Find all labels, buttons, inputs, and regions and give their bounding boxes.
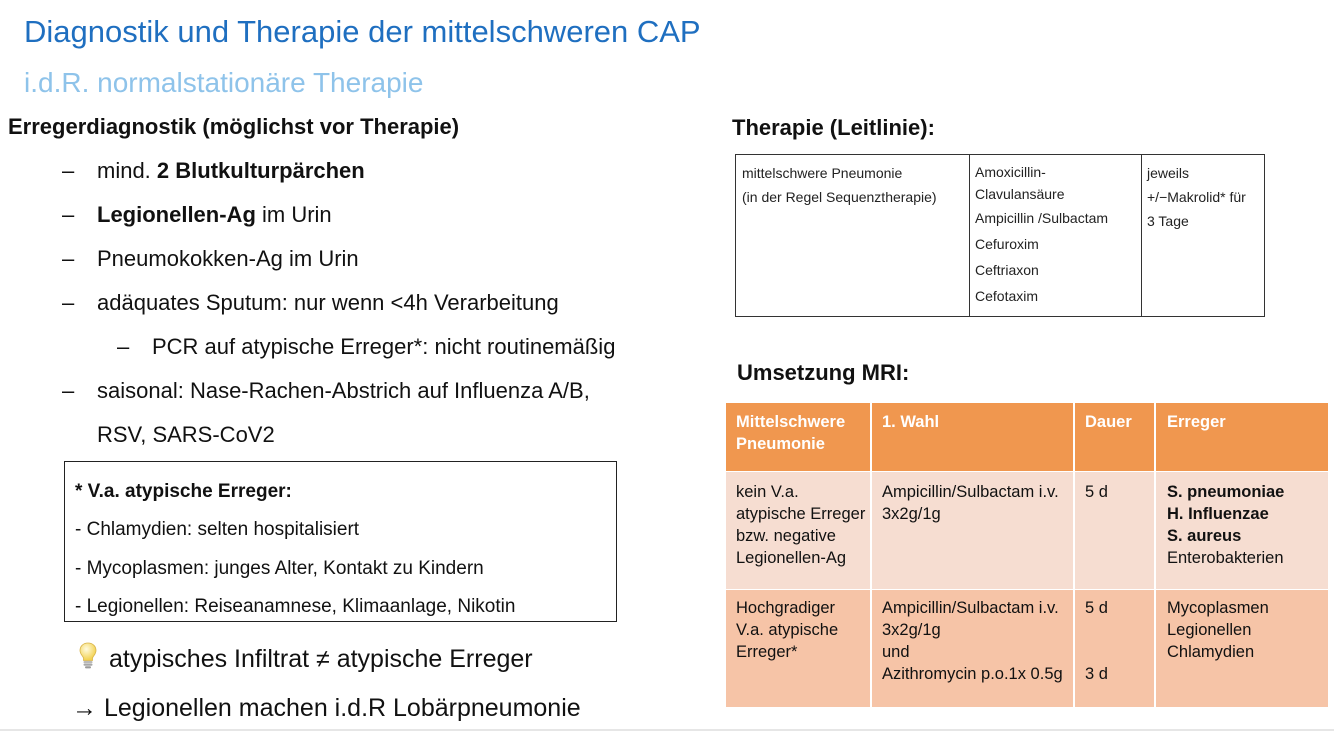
slide-subtitle: i.d.R. normalstationäre Therapie bbox=[24, 67, 424, 98]
column-header: Mittelschwere Pneumonie bbox=[736, 413, 846, 453]
dash-marker: – bbox=[62, 158, 75, 183]
guideline-table bbox=[735, 154, 1265, 317]
slide-title: Diagnostik und Therapie der mittelschweren CAP bbox=[24, 14, 701, 49]
legionella-lobar-note: → Legionellen machen i.d.R Lobärpneumonie bbox=[72, 694, 581, 722]
dash-marker: – bbox=[62, 290, 75, 315]
table-cell: S. pneumoniae H. Influenzae S. aureus Enterobakterien bbox=[1167, 483, 1285, 567]
note-box-title: * V.a. atypische Erreger: bbox=[75, 481, 292, 502]
table-divider bbox=[1141, 155, 1142, 316]
pathogen-diagnostics-heading: Erregerdiagnostik (möglichst vor Therapie) bbox=[8, 114, 460, 139]
table-cell: Mycoplasmen Legionellen Chlamydien bbox=[1167, 599, 1269, 661]
table-divider bbox=[969, 155, 970, 316]
tip-text: atypisches Infiltrat ≠ atypische Erreger bbox=[109, 645, 533, 673]
table-cell: kein V.a. atypische Erreger bzw. negative Legionellen-Ag bbox=[736, 483, 866, 567]
dash-marker: – bbox=[62, 246, 75, 271]
lightbulb-icon bbox=[78, 641, 98, 671]
dash-marker: – bbox=[62, 378, 75, 403]
mri-table bbox=[726, 403, 1328, 707]
note-line: - Chlamydien: selten hospitalisiert bbox=[75, 519, 360, 540]
column-header: Dauer bbox=[1085, 413, 1132, 431]
list-item-sub: – PCR auf atypische Erreger*: nicht routinemäßig bbox=[117, 334, 616, 359]
table-cell: mittelschwere Pneumonie (in der Regel Sequenztherapie) bbox=[742, 165, 937, 205]
table-cell: 5 d bbox=[1085, 599, 1108, 617]
list-item-continuation: RSV, SARS-CoV2 bbox=[97, 422, 275, 447]
mri-heading: Umsetzung MRI: bbox=[737, 360, 910, 385]
list-item: – saisonal: Nase-Rachen-Abstrich auf Influenza A/B, bbox=[62, 378, 590, 403]
guideline-heading: Therapie (Leitlinie): bbox=[732, 115, 935, 140]
list-item: – adäquates Sputum: nur wenn <4h Verarbeitung bbox=[62, 290, 559, 315]
table-cell: 5 d bbox=[1085, 483, 1108, 501]
table-cell: Ampicillin/Sulbactam i.v. 3x2g/1g bbox=[882, 483, 1059, 523]
table-divider bbox=[1154, 403, 1156, 707]
dash-marker: – bbox=[117, 334, 130, 359]
dash-marker: – bbox=[62, 202, 75, 227]
note-line: - Legionellen: Reiseanamnese, Klimaanlage, Nikotin bbox=[75, 596, 516, 617]
column-header: 1. Wahl bbox=[882, 413, 940, 431]
table-cell: jeweils +/−Makrolid* für 3 Tage bbox=[1147, 165, 1246, 229]
atypical-pathogens-note-box bbox=[64, 461, 617, 622]
table-cell: 3 d bbox=[1085, 665, 1108, 683]
list-item: – Legionellen-Ag im Urin bbox=[62, 202, 332, 227]
column-header: Erreger bbox=[1167, 413, 1226, 431]
table-divider bbox=[870, 403, 872, 707]
table-divider bbox=[1073, 403, 1075, 707]
table-cell: Ampicillin/Sulbactam i.v. 3x2g/1g und Azithromycin p.o.1x 0.5g bbox=[882, 599, 1063, 683]
list-item: – mind. 2 Blutkulturpärchen bbox=[62, 158, 365, 183]
note-line: - Mycoplasmen: junges Alter, Kontakt zu Kindern bbox=[75, 558, 484, 579]
table-cell: Amoxicillin- Clavulansäure Ampicillin /Sulbactam Cefuroxim Ceftriaxon Cefotaxim bbox=[975, 164, 1109, 304]
table-cell: Hochgradiger V.a. atypische Erreger* bbox=[736, 599, 839, 661]
list-item: – Pneumokokken-Ag im Urin bbox=[62, 246, 359, 271]
